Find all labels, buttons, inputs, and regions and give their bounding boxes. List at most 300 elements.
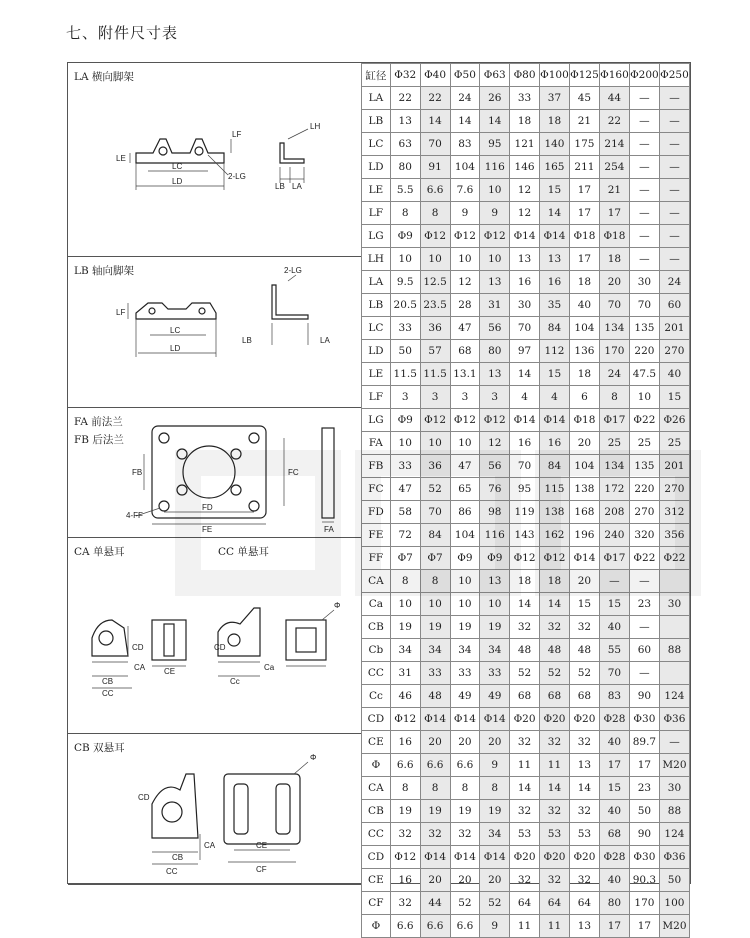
table-cell: Φ14 bbox=[510, 409, 540, 432]
table-cell: 13 bbox=[510, 248, 540, 271]
table-cell: 10 bbox=[629, 386, 659, 409]
table-cell: Φ9 bbox=[390, 225, 420, 248]
table-cell: 143 bbox=[510, 524, 540, 547]
table-cell: 68 bbox=[569, 685, 599, 708]
table-row bbox=[362, 593, 690, 616]
dim-cc: CC bbox=[102, 689, 114, 698]
table-cell: 162 bbox=[539, 524, 569, 547]
table-row bbox=[362, 869, 690, 892]
table-cell: 90 bbox=[629, 823, 659, 846]
table-row bbox=[362, 800, 690, 823]
table-cell: 18 bbox=[510, 570, 540, 593]
table-cell: 70 bbox=[420, 501, 450, 524]
table-cell: 220 bbox=[629, 478, 659, 501]
table-cell: 32 bbox=[569, 616, 599, 639]
table-cell: 70 bbox=[510, 455, 540, 478]
table-cell: 20 bbox=[450, 869, 480, 892]
table-cell: 14 bbox=[420, 110, 450, 133]
dim-cd-cb: CD bbox=[138, 793, 150, 802]
table-cell: 168 bbox=[569, 501, 599, 524]
table-cell: Φ18 bbox=[599, 225, 629, 248]
table-cell: 6.6 bbox=[420, 915, 450, 938]
table-cell: 19 bbox=[450, 800, 480, 823]
table-cell: Φ20 bbox=[510, 846, 540, 869]
table-header-row bbox=[362, 64, 690, 87]
table-cell: Φ14 bbox=[539, 409, 569, 432]
table-cell: 52 bbox=[510, 662, 540, 685]
table-cell: 45 bbox=[569, 87, 599, 110]
table-cell: 23 bbox=[629, 593, 659, 616]
table-cell: 49 bbox=[450, 685, 480, 708]
table-cell: 20 bbox=[569, 432, 599, 455]
table-cell: 12 bbox=[510, 179, 540, 202]
table-cell: 47 bbox=[450, 317, 480, 340]
table-cell: 25 bbox=[629, 432, 659, 455]
table-cell: 11 bbox=[510, 915, 540, 938]
dim-phi-ca: Φ bbox=[334, 601, 341, 610]
dim-ce-cb: CE bbox=[256, 841, 268, 850]
table-cell: 208 bbox=[599, 501, 629, 524]
table-cell: 23 bbox=[629, 777, 659, 800]
table-cell: Φ36 bbox=[659, 846, 689, 869]
dim-cd-cc: CD bbox=[214, 643, 226, 652]
table-cell: 270 bbox=[659, 478, 689, 501]
table-cell: 201 bbox=[659, 455, 689, 478]
table-cell: 52 bbox=[569, 662, 599, 685]
table-row bbox=[362, 271, 690, 294]
table-cell: 56 bbox=[480, 317, 510, 340]
header-bore-cell: Φ63 bbox=[480, 64, 510, 87]
table-cell: 40 bbox=[659, 363, 689, 386]
table-cell: M20 bbox=[659, 915, 689, 938]
table-cell: Φ9 bbox=[450, 547, 480, 570]
table-cell: 8 bbox=[420, 777, 450, 800]
table-cell: 104 bbox=[569, 317, 599, 340]
flange-drawing bbox=[68, 408, 362, 538]
table-cell: — bbox=[659, 248, 689, 271]
dim-fe: FE bbox=[202, 525, 213, 534]
dim-fd: FD bbox=[202, 503, 213, 512]
table-cell: 18 bbox=[539, 110, 569, 133]
table-cell: 18 bbox=[539, 570, 569, 593]
table-row bbox=[362, 547, 690, 570]
dim-ca-cb: CA bbox=[204, 841, 216, 850]
table-cell: 64 bbox=[569, 892, 599, 915]
table-cell: 121 bbox=[510, 133, 540, 156]
table-cell: 17 bbox=[569, 202, 599, 225]
table-cell: 19 bbox=[480, 616, 510, 639]
dim-lg-lb: 2-LG bbox=[284, 266, 302, 275]
row-label: Cc bbox=[362, 685, 391, 708]
table-cell: Φ30 bbox=[629, 708, 659, 731]
table-cell: 19 bbox=[480, 800, 510, 823]
table-cell: 3 bbox=[450, 386, 480, 409]
table-cell: 56 bbox=[480, 455, 510, 478]
table-cell: 70 bbox=[629, 294, 659, 317]
table-cell: 6.6 bbox=[390, 915, 420, 938]
table-row bbox=[362, 455, 690, 478]
table-cell: Φ20 bbox=[569, 708, 599, 731]
table-cell: 15 bbox=[599, 593, 629, 616]
table-cell: 48 bbox=[420, 685, 450, 708]
table-cell: 44 bbox=[420, 892, 450, 915]
section-label-cc: CC 单悬耳 bbox=[218, 546, 269, 558]
table-cell: 19 bbox=[390, 800, 420, 823]
table-cell: 25 bbox=[659, 432, 689, 455]
header-bore-label: 缸径 bbox=[362, 64, 391, 87]
table-cell: 30 bbox=[629, 271, 659, 294]
table-cell: Φ12 bbox=[390, 708, 420, 731]
dim-lg: 2-LG bbox=[228, 172, 246, 181]
section-label-fb: FB 后法兰 bbox=[74, 434, 124, 446]
table-cell: 119 bbox=[510, 501, 540, 524]
header-bore-cell: Φ250 bbox=[659, 64, 689, 87]
section-la bbox=[68, 63, 362, 257]
table-cell: 3 bbox=[420, 386, 450, 409]
table-cell: 33 bbox=[420, 662, 450, 685]
table-cell: Φ17 bbox=[599, 409, 629, 432]
table-cell: 8 bbox=[390, 570, 420, 593]
row-label: CA bbox=[362, 777, 391, 800]
table-cell: 9 bbox=[480, 754, 510, 777]
table-cell: 84 bbox=[539, 455, 569, 478]
table-cell: 53 bbox=[510, 823, 540, 846]
table-cell: — bbox=[629, 110, 659, 133]
table-cell: 57 bbox=[420, 340, 450, 363]
dim-lf: LF bbox=[232, 130, 242, 139]
table-cell: 14 bbox=[480, 110, 510, 133]
table-cell: — bbox=[629, 225, 659, 248]
table-row bbox=[362, 662, 690, 685]
table-cell: 83 bbox=[599, 685, 629, 708]
table-cell: 24 bbox=[599, 363, 629, 386]
table-cell: Φ14 bbox=[539, 225, 569, 248]
table-cell: 90.3 bbox=[629, 869, 659, 892]
table-cell: 8 bbox=[420, 202, 450, 225]
table-cell: 356 bbox=[659, 524, 689, 547]
table-cell: Φ36 bbox=[659, 708, 689, 731]
table-cell: 4 bbox=[510, 386, 540, 409]
table-cell: 32 bbox=[539, 616, 569, 639]
dim-fc: FC bbox=[288, 468, 299, 477]
table-cell: 55 bbox=[599, 639, 629, 662]
table-cell: 19 bbox=[420, 616, 450, 639]
table-row bbox=[362, 317, 690, 340]
table-cell: 12 bbox=[450, 271, 480, 294]
table-cell: Φ12 bbox=[420, 225, 450, 248]
header-bore-cell: Φ80 bbox=[510, 64, 540, 87]
dim-cf-cb: CF bbox=[256, 865, 267, 874]
table-cell: Φ22 bbox=[629, 547, 659, 570]
table-cell: 170 bbox=[629, 892, 659, 915]
table-cell: 10 bbox=[420, 593, 450, 616]
table-cell: 23.5 bbox=[420, 294, 450, 317]
table-cell: — bbox=[659, 202, 689, 225]
header-bore-cell: Φ200 bbox=[629, 64, 659, 87]
table-row bbox=[362, 202, 690, 225]
table-cell: 104 bbox=[450, 156, 480, 179]
table-cell: 165 bbox=[539, 156, 569, 179]
table-cell: — bbox=[629, 133, 659, 156]
table-cell: 312 bbox=[659, 501, 689, 524]
table-cell: Φ14 bbox=[450, 708, 480, 731]
table-cell: 53 bbox=[569, 823, 599, 846]
table-cell: 16 bbox=[539, 432, 569, 455]
row-label: Φ bbox=[362, 915, 391, 938]
table-cell: 25 bbox=[599, 432, 629, 455]
table-cell: 17 bbox=[569, 248, 599, 271]
table-cell: 116 bbox=[480, 524, 510, 547]
table-cell: 12 bbox=[510, 202, 540, 225]
table-row bbox=[362, 179, 690, 202]
table-cell: 9.5 bbox=[390, 271, 420, 294]
table-cell: 44 bbox=[599, 87, 629, 110]
table-cell: 16 bbox=[390, 731, 420, 754]
table-cell: 15 bbox=[539, 363, 569, 386]
table-cell: 140 bbox=[539, 133, 569, 156]
table-cell: — bbox=[599, 570, 629, 593]
table-cell: 134 bbox=[599, 455, 629, 478]
table-cell: 30 bbox=[510, 294, 540, 317]
table-cell: 13 bbox=[539, 248, 569, 271]
table-cell: 10 bbox=[480, 593, 510, 616]
table-cell: 26 bbox=[480, 87, 510, 110]
table-cell: 36 bbox=[420, 317, 450, 340]
table-cell: Φ9 bbox=[390, 409, 420, 432]
table-cell: 16 bbox=[510, 432, 540, 455]
table-cell: 72 bbox=[390, 524, 420, 547]
table-cell: Φ14 bbox=[450, 846, 480, 869]
table-cell: 214 bbox=[599, 133, 629, 156]
table-cell: 30 bbox=[659, 777, 689, 800]
table-cell: 52 bbox=[450, 892, 480, 915]
dimension-table-frame bbox=[67, 62, 691, 932]
table-cell: 97 bbox=[510, 340, 540, 363]
row-label: FE bbox=[362, 524, 391, 547]
table-cell: — bbox=[659, 87, 689, 110]
row-label: FC bbox=[362, 478, 391, 501]
table-cell: 220 bbox=[629, 340, 659, 363]
table-cell: 8 bbox=[420, 570, 450, 593]
row-label: LD bbox=[362, 340, 391, 363]
table-cell: 52 bbox=[420, 478, 450, 501]
header-bore-cell: Φ125 bbox=[569, 64, 599, 87]
table-cell: 95 bbox=[510, 478, 540, 501]
table-cell: 17 bbox=[599, 754, 629, 777]
header-bore-cell: Φ32 bbox=[390, 64, 420, 87]
table-cell: 22 bbox=[390, 87, 420, 110]
table-cell: 22 bbox=[420, 87, 450, 110]
table-cell: 13.1 bbox=[450, 363, 480, 386]
table-row bbox=[362, 915, 690, 938]
table-cell: 90 bbox=[629, 685, 659, 708]
table-cell: 48 bbox=[539, 639, 569, 662]
table-cell: 19 bbox=[390, 616, 420, 639]
table-row bbox=[362, 846, 690, 869]
row-label: FB bbox=[362, 455, 391, 478]
section-label-cb: CB 双悬耳 bbox=[74, 742, 125, 754]
table-cell: 13 bbox=[480, 363, 510, 386]
table-cell: 19 bbox=[420, 800, 450, 823]
table-row bbox=[362, 501, 690, 524]
row-label: LG bbox=[362, 409, 391, 432]
table-cell: 13 bbox=[480, 271, 510, 294]
dim-lc: LC bbox=[172, 162, 183, 171]
table-cell: Φ7 bbox=[420, 547, 450, 570]
table-cell: 8 bbox=[390, 202, 420, 225]
table-cell: 5.5 bbox=[390, 179, 420, 202]
table-cell: 115 bbox=[539, 478, 569, 501]
table-cell: 64 bbox=[510, 892, 540, 915]
table-cell: 32 bbox=[510, 731, 540, 754]
page-title: 七、附件尺寸表 bbox=[66, 24, 179, 42]
table-cell: 17 bbox=[599, 202, 629, 225]
table-cell: 10 bbox=[450, 593, 480, 616]
table-row bbox=[362, 133, 690, 156]
table-cell: Φ12 bbox=[390, 846, 420, 869]
table-cell bbox=[659, 616, 689, 639]
table-cell: Φ14 bbox=[420, 846, 450, 869]
table-cell: 10 bbox=[390, 593, 420, 616]
table-cell: 8 bbox=[390, 777, 420, 800]
table-cell: — bbox=[629, 179, 659, 202]
table-cell: 18 bbox=[599, 248, 629, 271]
table-cell: 80 bbox=[480, 340, 510, 363]
section-label-ca: CA 单悬耳 bbox=[74, 546, 125, 558]
table-cell: 32 bbox=[450, 823, 480, 846]
table-cell: Φ12 bbox=[450, 409, 480, 432]
table-cell: 50 bbox=[390, 340, 420, 363]
table-cell: — bbox=[629, 87, 659, 110]
row-label: Cb bbox=[362, 639, 391, 662]
table-cell: 21 bbox=[599, 179, 629, 202]
table-cell: 20 bbox=[420, 869, 450, 892]
table-row bbox=[362, 685, 690, 708]
table-cell: 135 bbox=[629, 455, 659, 478]
row-label: LD bbox=[362, 156, 391, 179]
table-cell: 48 bbox=[510, 639, 540, 662]
table-cell: 12.5 bbox=[420, 271, 450, 294]
dim-lb-lb: LB bbox=[242, 336, 252, 345]
row-label: FF bbox=[362, 547, 391, 570]
section-lb bbox=[68, 257, 362, 408]
dim-fb: FB bbox=[132, 468, 143, 477]
table-cell: 32 bbox=[510, 869, 540, 892]
table-cell: 10 bbox=[390, 248, 420, 271]
table-cell: 32 bbox=[420, 823, 450, 846]
table-cell: 68 bbox=[599, 823, 629, 846]
table-cell: 18 bbox=[569, 271, 599, 294]
table-cell: Φ14 bbox=[420, 708, 450, 731]
table-cell: — bbox=[659, 156, 689, 179]
table-cell: 196 bbox=[569, 524, 599, 547]
table-cell: 20 bbox=[569, 570, 599, 593]
row-label: CE bbox=[362, 731, 391, 754]
header-bore-cell: Φ100 bbox=[539, 64, 569, 87]
table-cell: 16 bbox=[390, 869, 420, 892]
table-cell: 32 bbox=[539, 869, 569, 892]
table-cell: 70 bbox=[420, 133, 450, 156]
table-row bbox=[362, 754, 690, 777]
table-cell: 31 bbox=[390, 662, 420, 685]
table-cell: 47.5 bbox=[629, 363, 659, 386]
section-label-la: LA 横向脚架 bbox=[74, 71, 134, 83]
table-cell: 47 bbox=[450, 455, 480, 478]
table-cell: 32 bbox=[569, 869, 599, 892]
table-cell: 14 bbox=[510, 777, 540, 800]
table-cell: 33 bbox=[480, 662, 510, 685]
section-cb bbox=[68, 734, 362, 885]
table-cell: 24 bbox=[659, 271, 689, 294]
table-cell: — bbox=[629, 202, 659, 225]
table-cell: Φ12 bbox=[480, 225, 510, 248]
table-cell: — bbox=[629, 662, 659, 685]
section-ca bbox=[68, 538, 362, 734]
table-cell: Φ30 bbox=[629, 846, 659, 869]
dim-cc-lower: Cc bbox=[230, 677, 240, 686]
table-cell: 18 bbox=[510, 110, 540, 133]
table-cell: 10 bbox=[480, 248, 510, 271]
table-cell: 98 bbox=[480, 501, 510, 524]
table-cell: 170 bbox=[599, 340, 629, 363]
table-cell: Φ12 bbox=[539, 547, 569, 570]
table-cell: 95 bbox=[480, 133, 510, 156]
table-cell: 172 bbox=[599, 478, 629, 501]
table-cell: 32 bbox=[569, 731, 599, 754]
table-cell: 32 bbox=[510, 800, 540, 823]
table-cell: — bbox=[629, 248, 659, 271]
table-cell: 11 bbox=[539, 915, 569, 938]
table-cell: Φ14 bbox=[480, 708, 510, 731]
table-cell: 15 bbox=[569, 593, 599, 616]
table-cell: 135 bbox=[629, 317, 659, 340]
table-cell bbox=[659, 662, 689, 685]
dim-la: LA bbox=[292, 182, 302, 191]
table-cell: 32 bbox=[569, 800, 599, 823]
table-cell: 58 bbox=[390, 501, 420, 524]
table-cell: 89.7 bbox=[629, 731, 659, 754]
table-cell: 270 bbox=[659, 340, 689, 363]
table-cell: — bbox=[629, 570, 659, 593]
table-cell: 91 bbox=[420, 156, 450, 179]
table-cell: 10 bbox=[390, 432, 420, 455]
table-cell: 104 bbox=[569, 455, 599, 478]
table-cell: 20 bbox=[420, 731, 450, 754]
table-cell: 14 bbox=[510, 363, 540, 386]
table-cell: 60 bbox=[659, 294, 689, 317]
table-row bbox=[362, 225, 690, 248]
table-cell: 35 bbox=[539, 294, 569, 317]
table-cell: 70 bbox=[599, 662, 629, 685]
table-cell: 134 bbox=[599, 317, 629, 340]
table-cell: Φ12 bbox=[510, 547, 540, 570]
table-cell: 124 bbox=[659, 823, 689, 846]
table-cell: 100 bbox=[659, 892, 689, 915]
table-cell: 13 bbox=[480, 570, 510, 593]
table-cell: 17 bbox=[569, 179, 599, 202]
table-cell: Φ14 bbox=[569, 547, 599, 570]
table-cell: 50 bbox=[659, 869, 689, 892]
table-cell: 3 bbox=[390, 386, 420, 409]
table-cell: 40 bbox=[569, 294, 599, 317]
row-label: CD bbox=[362, 708, 391, 731]
dim-lf-lb: LF bbox=[116, 308, 126, 317]
table-cell: 138 bbox=[569, 478, 599, 501]
table-cell: 10 bbox=[450, 570, 480, 593]
row-label: CB bbox=[362, 800, 391, 823]
table-cell: 6.6 bbox=[420, 754, 450, 777]
row-label: CC bbox=[362, 662, 391, 685]
